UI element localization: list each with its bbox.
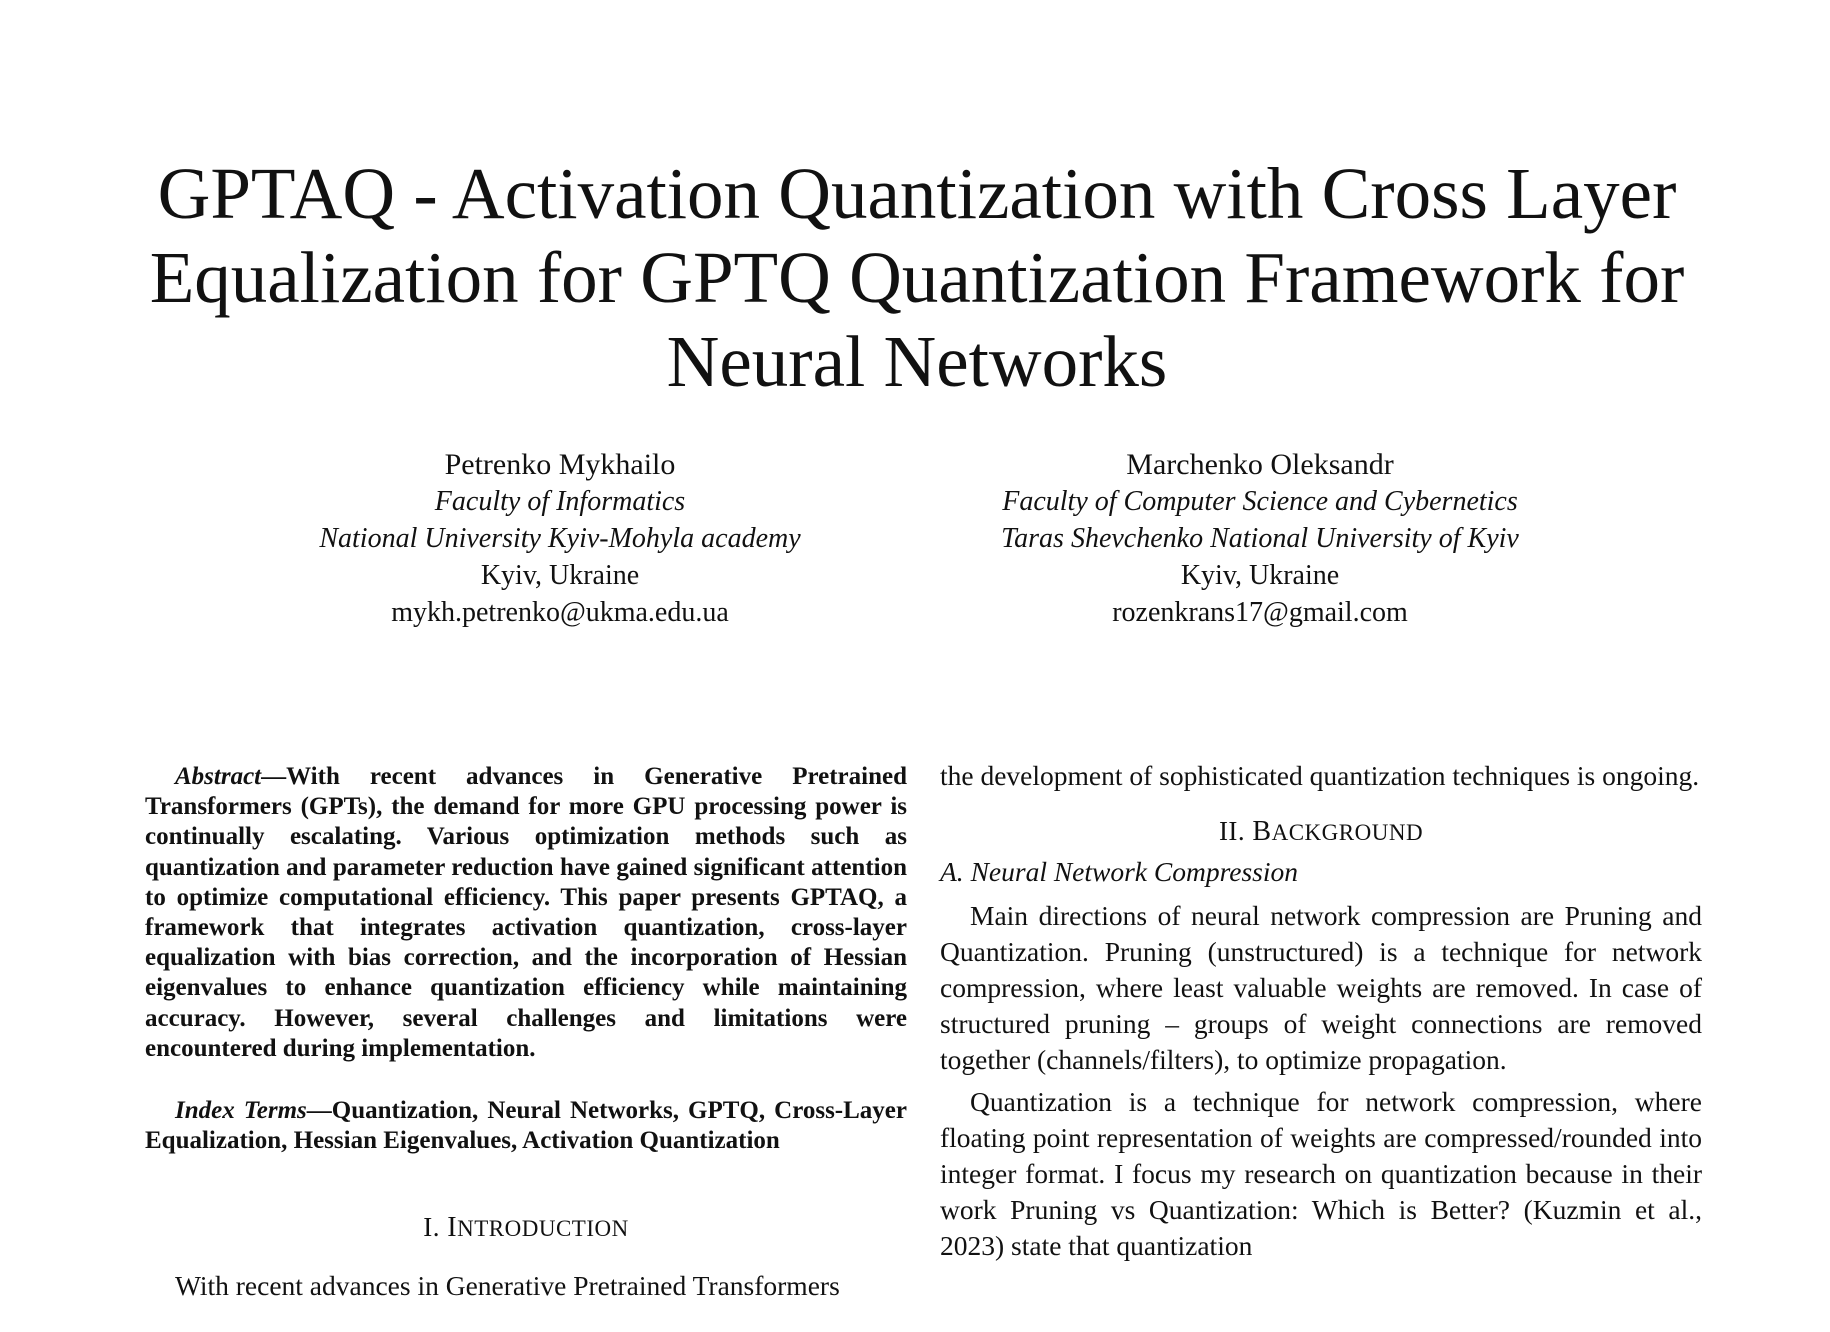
author-2 [960,446,1560,631]
background-paragraph-2: Quantization is a technique for network compression, where floating point representation of weights are compressed/rounded into integer format. I focus my research on quantization because in their work Pruning vs Quantization: Which is Better? (Kuzmin et al., 2023) state that quantization [940,1086,1702,1261]
right-column [940,758,1702,1264]
author-2-location: Kyiv, Ukraine [1180,560,1340,591]
subsection-label: A. [940,856,964,887]
introduction-number: I. [423,1212,441,1243]
subsection-title: Neural Network Compression [970,856,1299,887]
introduction-title-initial: I [447,1212,458,1244]
title-line-2: Equalization for GPTQ Quantization Framework for [149,237,1685,318]
author-1-name: Petrenko Mykhailo [444,448,676,481]
introduction-paragraph: With recent advances in Generative Pretrained Transformers [175,1270,840,1302]
background-title-initial: B [1252,816,1272,847]
background-title-rest: ACKGROUND [1271,820,1424,845]
index-terms-lead: Index Terms [175,1097,307,1125]
left-column [145,762,907,1304]
author-1-location: Kyiv, Ukraine [480,560,640,591]
subsection-heading-compression [940,856,1702,888]
section-heading-background [940,816,1702,848]
continuation-paragraph: the development of sophisticated quantization techniques is ongoing. [940,760,1700,791]
section-heading-introduction [145,1212,907,1244]
paper-title [140,152,1694,404]
author-1-institution: National University Kyiv-Mohyla academy [319,523,801,554]
index-terms-dash: — [306,1097,332,1125]
author-1-department: Faculty of Informatics [434,486,686,517]
abstract-lead: Abstract [175,763,262,790]
index-terms [145,1096,907,1156]
introduction-title-rest: NTRODUCTION [457,1216,629,1242]
author-2-name: Marchenko Oleksandr [1126,448,1394,481]
abstract-text: With recent advances in Generative Pretrained Transformers (GPTs), the demand for more GPU processing power is continually escalating. Various optimization methods such as quantization and parameter reduction have gained significant attention to optimize computational efficiency. This paper presents GPTAQ, a framework that integrates activation quantization, cross-layer equalization with bias correction, and the incorporation of Hessian eigenvalues to enhance quantization efficiency while maintaining accuracy. However, several challenges and limitations were encountered during implementation. [145,763,907,1062]
abstract [145,762,907,1064]
author-2-institution: Taras Shevchenko National University of Kyiv [1001,523,1519,554]
author-2-email: rozenkrans17@gmail.com [1112,597,1408,628]
abstract-dash: — [261,763,287,790]
title-line-3: Neural Networks [666,321,1168,402]
background-paragraph-1: Main directions of neural network compression are Pruning and Quantization. Pruning (unstructured) is a technique for network compression, where least valuable weights are removed. In case of structured pruning – groups of weight connections are removed together (channels/filters), to optimize propagation. [940,900,1702,1075]
author-1-email: mykh.petrenko@ukma.edu.ua [391,597,729,628]
index-terms-text: Quantization, Neural Networks, GPTQ, Cross-Layer Equalization, Hessian Eigenvalues, Activation Quantization [145,1097,907,1155]
background-number: II. [1218,816,1246,846]
title-line-1: GPTAQ - Activation Quantization with Cross Layer [157,153,1677,234]
author-2-department: Faculty of Computer Science and Cybernetics [1002,486,1518,517]
author-1 [260,446,860,631]
